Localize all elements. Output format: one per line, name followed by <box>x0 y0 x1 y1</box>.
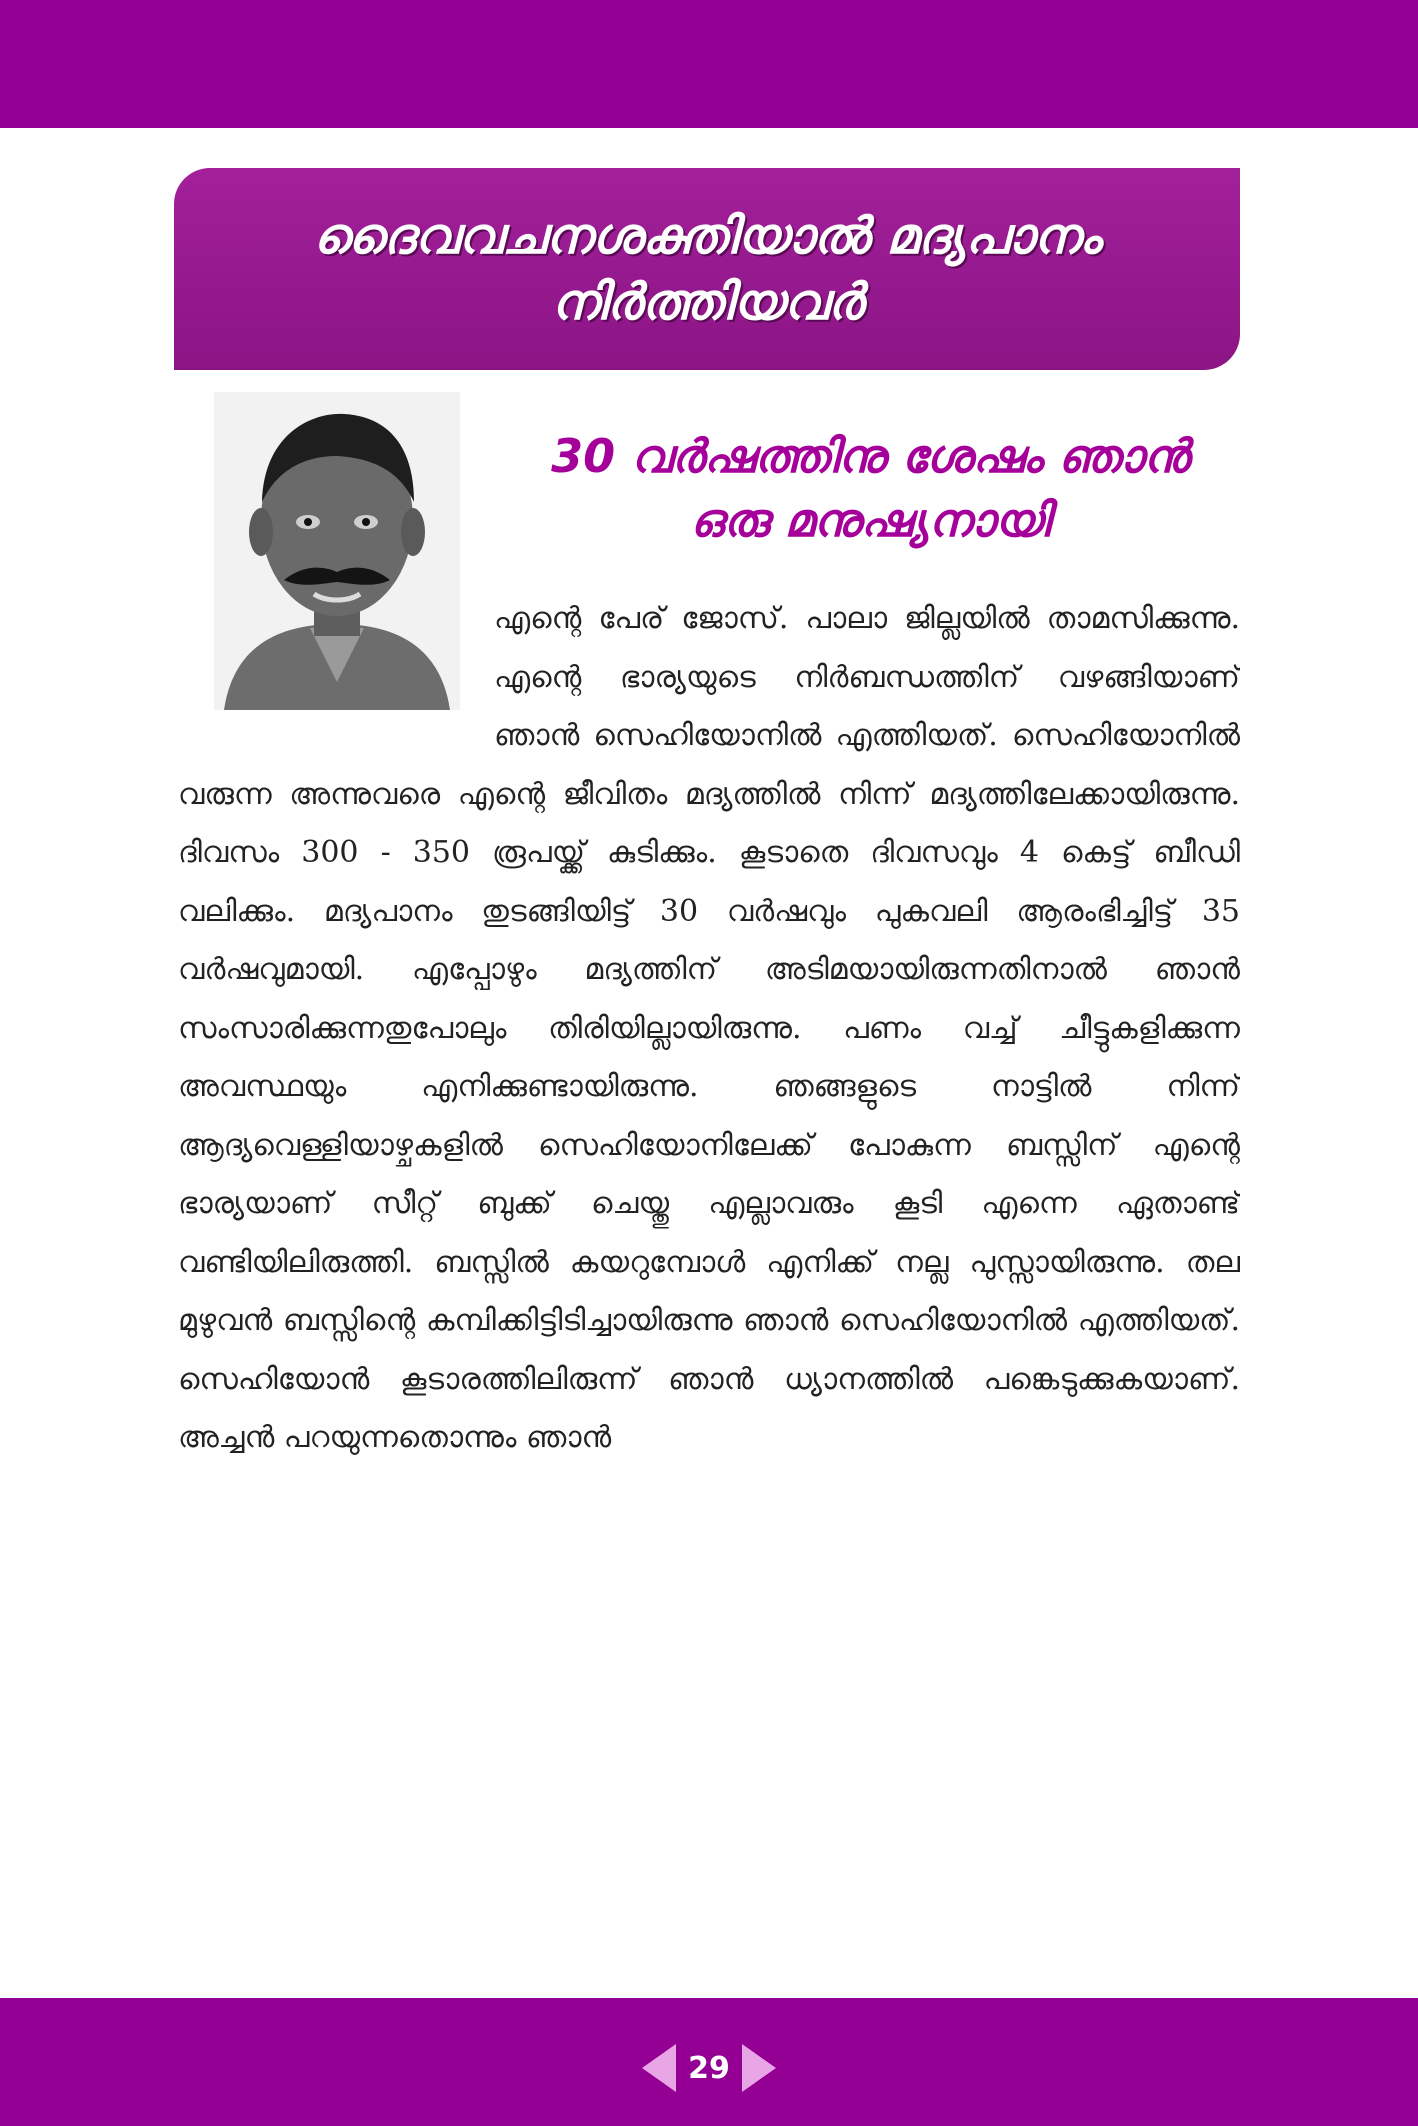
top-color-band <box>0 0 1418 128</box>
page-number: 29 <box>688 2050 730 2086</box>
right-arrow-icon[interactable] <box>742 2044 776 2092</box>
subtitle-line-1: 30 വർഷത്തിനു ശേഷം ഞാൻ <box>551 429 1189 483</box>
page-title-line-1: ദൈവവചനശക്തിയാൽ മദ്യപാനം <box>313 207 1101 265</box>
article-body <box>178 590 1240 1930</box>
page-title-line-2: നിർത്തിയവർ <box>551 273 863 331</box>
title-banner <box>174 168 1240 370</box>
left-arrow-icon[interactable] <box>642 2044 676 2092</box>
subtitle-line-2: ഒരു മനുഷ്യനായി <box>690 493 1050 547</box>
photo-wrap-spacer <box>178 590 494 754</box>
page-navigation <box>0 2040 1418 2096</box>
article-body-text: എന്റെ പേര് ജോസ്. പാലാ ജില്ലയിൽ താമസിക്കുന്നു. എന്റെ ഭാര്യയുടെ നിർബന്ധത്തിന് വഴങ്ങിയാണ് ഞാൻ സെഹിയോനിൽ എത്തിയത്. സെഹിയോനിൽ വരുന്ന അന്നുവരെ എന്റെ ജീവിതം മദ്യത്തിൽ നിന്ന് മദ്യത്തിലേക്കായിരുന്നു. ദിവസം 300 - 350 രൂപയ്ക്ക് കുടിക്കും. കൂടാതെ ദിവസവും 4 കെട്ട് ബീഡി വലിക്കും. മദ്യപാനം തുടങ്ങിയിട്ട് 30 വർഷവും പുകവലി ആരംഭിച്ചിട്ട് 35 വർഷവുമായി. എപ്പോഴും മദ്യത്തിന് അടിമയായിരുന്നതിനാൽ ഞാൻ സംസാരിക്കുന്നതുപോലും തിരിയില്ലായിരുന്നു. പണം വച്ച് ചീട്ടുകളിക്കുന്ന അവസ്ഥയും എനിക്കുണ്ടായിരുന്നു. ഞങ്ങളുടെ നാട്ടിൽ നിന്ന് ആദ്യവെള്ളിയാഴ്ചകളിൽ സെഹിയോനിലേക്ക് പോകുന്ന ബസ്സിന് എന്റെ ഭാര്യയാണ് സീറ്റ് ബുക്ക് ചെയ്തു എല്ലാവരും കൂടി എന്നെ ഏതാണ്ട് വണ്ടിയിലിരുത്തി. ബസ്സിൽ കയറുമ്പോൾ എനിക്ക് നല്ല പുസ്സായിരുന്നു. തല മുഴുവൻ ബസ്സിന്റെ കമ്പിക്കിട്ടിടിച്ചായിരുന്നു ഞാൻ സെഹിയോനിൽ എത്തിയത്. സെഹിയോൻ കൂടാരത്തിലിരുന്ന് ഞാൻ ധ്യാനത്തിൽ പങ്കെടുക്കുകയാണ്. അച്ചൻ പറയുന്നതൊന്നും ഞാൻ <box>178 601 1240 1455</box>
article-subtitle <box>500 424 1240 552</box>
